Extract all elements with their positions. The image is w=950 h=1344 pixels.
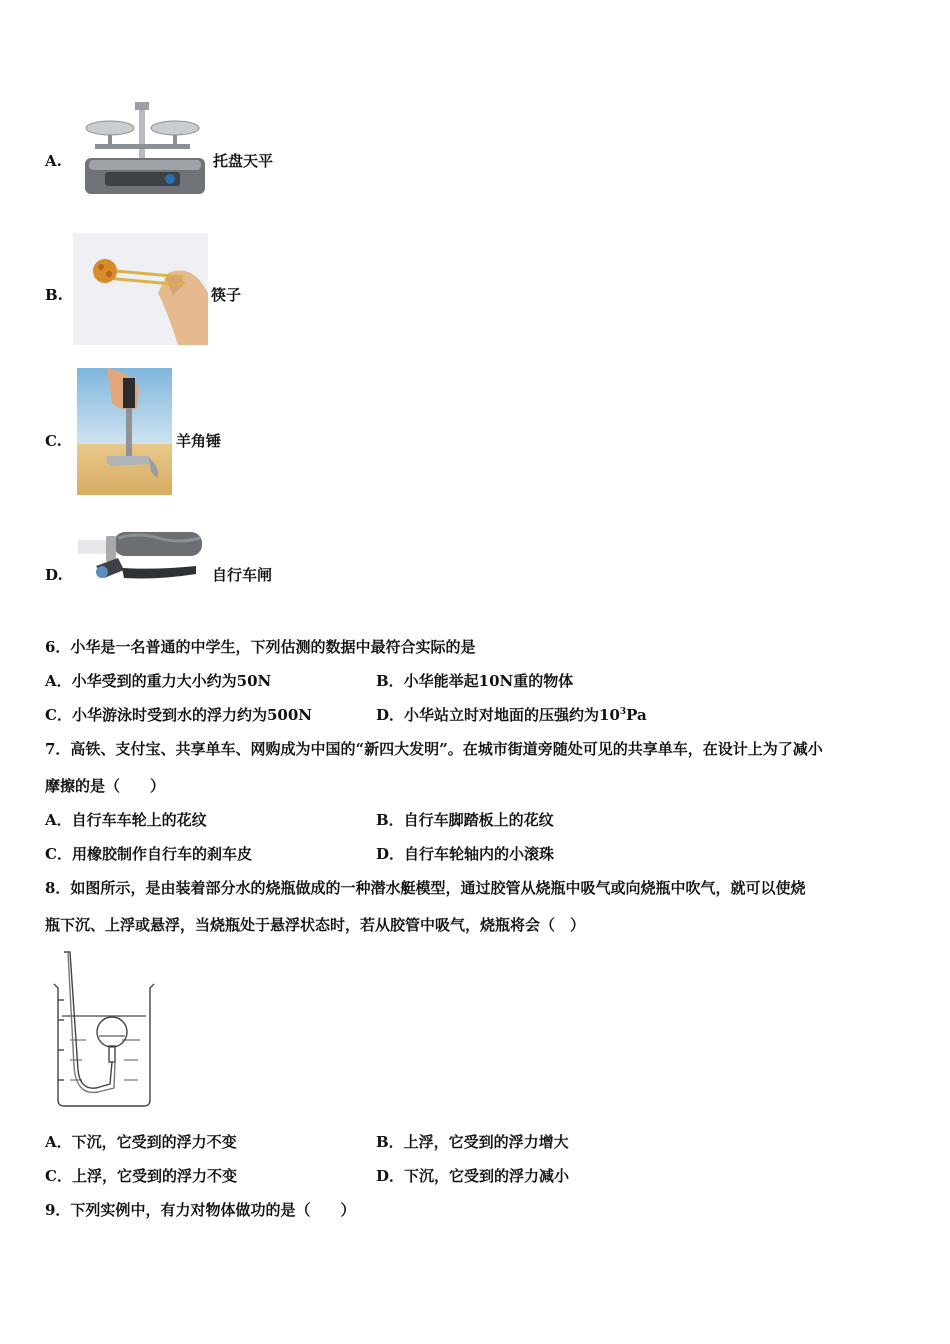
submarine-model-diagram [52, 950, 157, 1110]
balance-scale-image [75, 100, 210, 200]
q8-option-c: C．上浮，它受到的浮力不变 [45, 1167, 237, 1185]
q6-option-a: A．小华受到的重力大小约为50N [45, 672, 272, 690]
option-c-caption: 羊角锤 [176, 432, 222, 450]
q6-option-d-text: D．小华站立时对地面的压强约为10 [376, 706, 620, 724]
q6-option-d [376, 705, 647, 725]
option-b-letter: B. [45, 286, 63, 304]
q7-option-c: C．用橡胶制作自行车的刹车皮 [45, 845, 252, 863]
q6-stem: 6．小华是一名普通的中学生，下列估测的数据中最符合实际的是 [45, 638, 476, 656]
q8-stem-line2: 瓶下沉、上浮或悬浮，当烧瓶处于悬浮状态时，若从胶管中吸气，烧瓶将会（ ） [45, 916, 586, 934]
claw-hammer-image [77, 368, 172, 495]
q7-stem-line2: 摩擦的是（ ） [45, 777, 166, 795]
q6-option-c: C．小华游泳时受到水的浮力约为500N [45, 706, 312, 724]
q6-option-d-unit: Pa [626, 706, 647, 724]
q8-option-a: A．下沉，它受到的浮力不变 [45, 1133, 237, 1151]
option-b-caption: 筷子 [211, 286, 242, 304]
bicycle-brake-image [78, 528, 206, 586]
option-a-caption: 托盘天平 [213, 152, 274, 170]
q7-option-d: D．自行车轮轴内的小滚珠 [376, 845, 555, 863]
q8-stem-line1: 8．如图所示，是由装着部分水的烧瓶做成的一种潜水艇模型，通过胶管从烧瓶中吸气或向烧瓶中吹气，就可以使烧 [45, 879, 806, 897]
option-c-letter: C. [45, 432, 62, 450]
q6-option-b: B．小华能举起10N重的物体 [376, 672, 574, 690]
q8-option-b: B．上浮，它受到的浮力增大 [376, 1133, 569, 1151]
q9-stem: 9．下列实例中，有力对物体做功的是（ ） [45, 1201, 356, 1219]
q7-stem-line1: 7．高铁、支付宝、共享单车、网购成为中国的“新四大发明”。在城市街道旁随处可见的共享单车，在设计上为了减小 [45, 740, 823, 758]
chopsticks-image [73, 233, 208, 345]
q6-option-d-exponent: 3 [619, 707, 627, 717]
option-a-letter: A. [45, 152, 62, 170]
q7-option-a: A．自行车车轮上的花纹 [45, 811, 207, 829]
q7-option-b: B．自行车脚踏板上的花纹 [376, 811, 554, 829]
option-d-letter: D. [45, 566, 63, 584]
option-d-caption: 自行车闸 [212, 566, 273, 584]
q8-option-d: D．下沉，它受到的浮力减小 [376, 1167, 570, 1185]
